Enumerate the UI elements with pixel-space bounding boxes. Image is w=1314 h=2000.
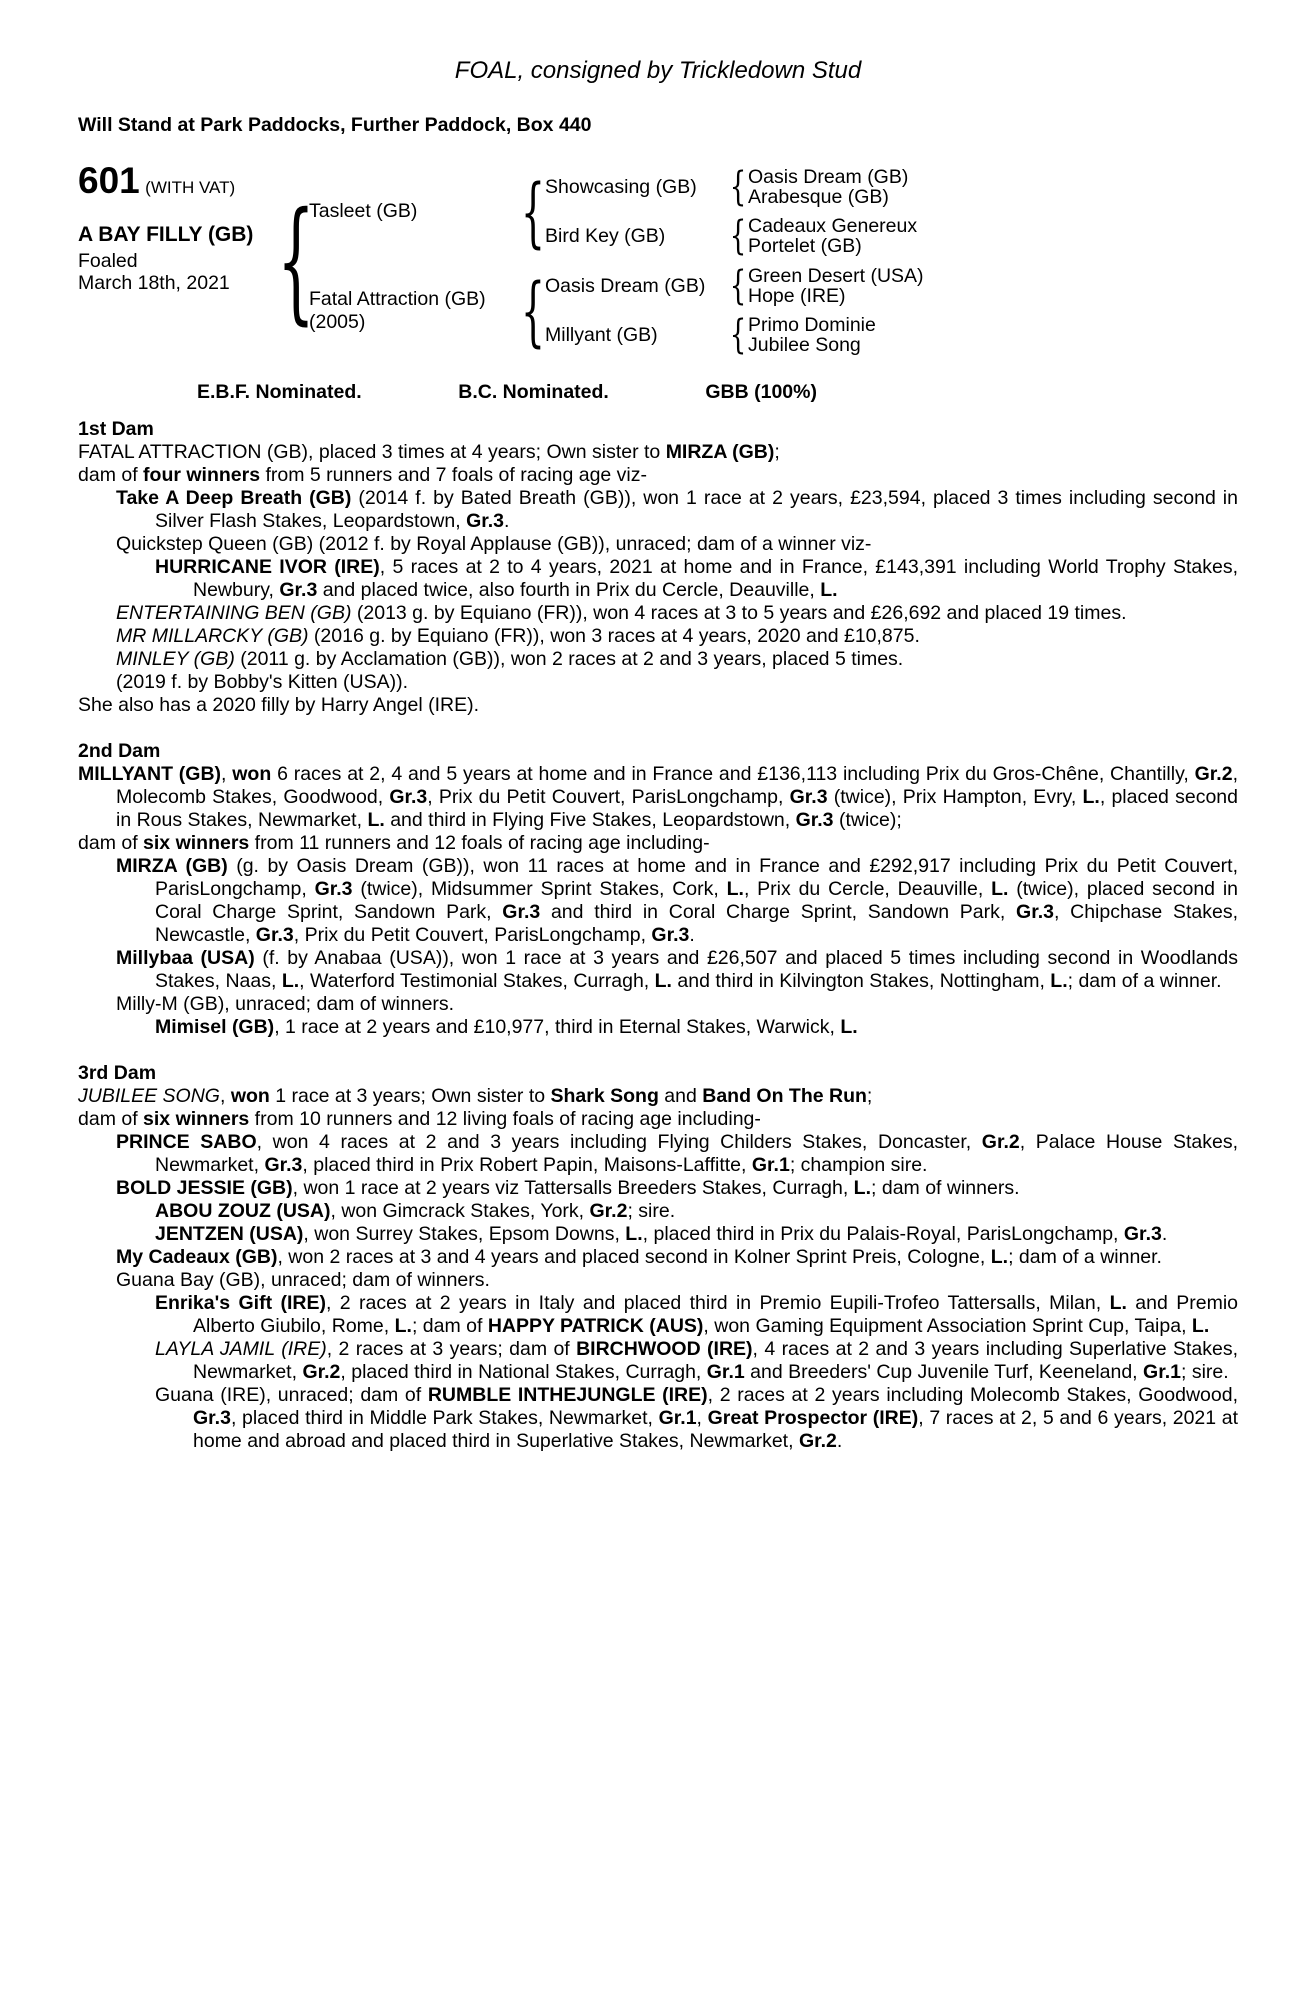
pedigree-paragraph: ENTERTAINING BEN (GB) (2013 g. by Equiano (FR)), won 4 races at 3 to 5 years and £26,692 and placed 19 times. xyxy=(116,602,1127,624)
lot-info xyxy=(78,160,283,355)
ped-sire-sire: Showcasing (GB) xyxy=(545,175,697,198)
pedigree-paragraph: MINLEY (GB) (2011 g. by Acclamation (GB)), won 2 races at 2 and 3 years, placed 5 times. xyxy=(116,648,904,670)
pedigree-paragraph: ABOU ZOUZ (USA), won Gimcrack Stakes, York, Gr.2; sire. xyxy=(155,1200,676,1222)
ped-dam-dam: Millyant (GB) xyxy=(545,323,658,346)
gbb-badge: GBB (100%) xyxy=(705,381,817,403)
ped-sire-sire-sire: Oasis Dream (GB) xyxy=(748,166,909,188)
ped-dam-dam-sire: Primo Dominie xyxy=(748,314,876,336)
pedigree-paragraph: Guana (IRE), unraced; dam of RUMBLE INTHEJUNGLE (IRE), 2 races at 2 years including Molecomb Stakes, Goodwood, Gr.3, placed third in Middle Park Stakes, Newmarket, Gr.1, Great Prospector (IRE), 7 races at 2, 5 and 6 years, 2021 at home and abroad and placed third in Superlative Stakes, Newmarket, Gr.2. xyxy=(155,1384,1239,1452)
ebf-nominated: E.B.F. Nominated. xyxy=(197,381,362,403)
horse-name: A BAY FILLY (GB) xyxy=(78,223,254,246)
dam-dam-group xyxy=(545,312,1238,358)
sire-sire-parents xyxy=(748,167,1238,207)
pedigree-paragraph: Millybaa (USA) (f. by Anabaa (USA)), won 1 race at 3 years and £26,507 and placed 5 times including second in Woodlands Stakes, Naas, L., Waterford Testimonial Stakes, Curragh, L. and third in Kilvington Stakes, Nottingham, L.; dam of a winner. xyxy=(116,947,1238,992)
pedigree-paragraph: BOLD JESSIE (GB), won 1 race at 2 years viz Tattersalls Breeders Stakes, Curragh, L.; dam of winners. xyxy=(116,1177,1020,1199)
nominations-line xyxy=(197,381,817,404)
pedigree-paragraph: She also has a 2020 filly by Harry Angel (IRE). xyxy=(78,694,480,716)
pedigree-paragraph: Quickstep Queen (GB) (2012 f. by Royal Applause (GB)), unraced; dam of a winner viz- xyxy=(116,533,872,555)
stand-location: Will Stand at Park Paddocks, Further Paddock, Box 440 xyxy=(78,114,592,136)
section-heading: 2nd Dam xyxy=(78,740,161,762)
ped-dam-sire-sire: Green Desert (USA) xyxy=(748,265,924,287)
pedigree-paragraph: Take A Deep Breath (GB) (2014 f. by Bated Breath (GB)), won 1 race at 2 years, £23,594, placed 3 times including second in Silver Flash Stakes, Leopardstown, Gr.3. xyxy=(116,487,1238,532)
brace-icon: { xyxy=(729,312,747,358)
pedigree-block xyxy=(78,160,1238,358)
sire-sire-group xyxy=(545,164,1238,210)
pedigree-paragraph: HURRICANE IVOR (IRE), 5 races at 2 to 4 years, 2021 at home and in France, £143,391 including World Trophy Stakes, Newbury, Gr.3 and placed twice, also fourth in Prix du Cercle, Deauville, L. xyxy=(155,556,1238,601)
foaled-date: March 18th, 2021 xyxy=(78,272,230,294)
bc-nominated: B.C. Nominated. xyxy=(458,381,609,403)
sire-dam-group xyxy=(545,213,1238,259)
ped-sire-dam-sire: Cadeaux Genereux xyxy=(748,215,918,237)
ped-dam-year: (2005) xyxy=(309,310,366,333)
brace-icon: { xyxy=(729,213,747,259)
pedigree-paragraph: Mimisel (GB), 1 race at 2 years and £10,977, third in Eternal Stakes, Warwick, L. xyxy=(155,1016,858,1038)
ped-sire: Tasleet (GB) xyxy=(309,200,418,222)
brace-icon: { xyxy=(729,263,747,309)
pedigree-paragraph: My Cadeaux (GB), won 2 races at 3 and 4 years and placed second in Kolner Sprint Preis, Cologne, L.; dam of a winner. xyxy=(116,1246,1162,1268)
pedigree-paragraph: PRINCE SABO, won 4 races at 2 and 3 years including Flying Childers Stakes, Doncaster, Gr.2, Palace House Stakes, Newmarket, Gr.3, placed third in Prix Robert Papin, Maisons-Laffitte, Gr.1; champion sire. xyxy=(116,1131,1238,1176)
pedigree-paragraph: LAYLA JAMIL (IRE), 2 races at 3 years; dam of BIRCHWOOD (IRE), 4 races at 2 and 3 years including Superlative Stakes, Newmarket, Gr.2, placed third in National Stakes, Curragh, Gr.1 and Breeders' Cup Juvenile Turf, Keeneland, Gr.1; sire. xyxy=(155,1338,1239,1383)
ped-sire-dam-dam: Portelet (GB) xyxy=(748,235,862,257)
ped-dam-sire-dam: Hope (IRE) xyxy=(748,285,846,307)
sire-branch xyxy=(309,164,1238,259)
pedigree-paragraph: (2019 f. by Bobby's Kitten (USA)). xyxy=(116,671,409,693)
ped-dam-name: Fatal Attraction (GB) xyxy=(309,287,486,310)
lot-line xyxy=(78,160,283,201)
ped-sire-dam: Bird Key (GB) xyxy=(545,224,666,247)
section-heading: 3rd Dam xyxy=(78,1062,157,1084)
page-title: FOAL, consigned by Trickledown Stud xyxy=(454,57,862,84)
pedigree-paragraph: Enrika's Gift (IRE), 2 races at 2 years in Italy and placed third in Premio Eupili-Trofeo Tattersalls, Milan, L. and Premio Alberto Giubilo, Rome, L.; dam of HAPPY PATRICK (AUS), won Gaming Equipment Association Sprint Cup, Taipa, L. xyxy=(155,1292,1239,1337)
brace-icon: { xyxy=(729,164,747,210)
pedigree-paragraph: dam of six winners from 11 runners and 12 foals of racing age including- xyxy=(78,832,710,854)
dam-dam-parents xyxy=(748,315,1238,355)
section-heading: 1st Dam xyxy=(78,418,154,440)
pedigree-paragraph: Milly-M (GB), unraced; dam of winners. xyxy=(116,993,455,1015)
pedigree-paragraph: dam of four winners from 5 runners and 7 foals of racing age viz- xyxy=(78,464,648,486)
pedigree-paragraph: MIRZA (GB) (g. by Oasis Dream (GB)), won 11 races at home and in France and £292,917 including Prix du Petit Couvert, ParisLongchamp, Gr.3 (twice), Midsummer Sprint Stakes, Cork, L., Prix du Cercle, Deauville, L. (twice), placed second in Coral Charge Sprint, Sandown Park, Gr.3 and third in Coral Charge Sprint, Sandown Park, Gr.3, Chipchase Stakes, Newcastle, Gr.3, Prix du Petit Couvert, ParisLongchamp, Gr.3. xyxy=(116,855,1239,946)
pedigree-paragraph: dam of six winners from 10 runners and 12 living foals of racing age including- xyxy=(78,1108,761,1130)
brace-icon: { xyxy=(520,166,546,256)
pedigree-halves xyxy=(309,164,1238,358)
dam-sections xyxy=(78,418,1238,1453)
brace-icon: { xyxy=(520,265,546,355)
dam-branch xyxy=(309,263,1238,358)
pedigree-paragraph: JUBILEE SONG, won 1 race at 3 years; Own sister to Shark Song and Band On The Run; xyxy=(78,1085,873,1107)
pedigree-paragraph: JENTZEN (USA), won Surrey Stakes, Epsom Downs, L., placed third in Prix du Palais-Royal, ParisLongchamp, Gr.3. xyxy=(155,1223,1168,1245)
lot-number: 601 xyxy=(78,160,140,201)
ped-dam xyxy=(309,288,521,334)
foaled-label: Foaled xyxy=(78,250,138,272)
dam-sire-group xyxy=(545,263,1238,309)
pedigree-paragraph: MR MILLARCKY (GB) (2016 g. by Equiano (FR)), won 3 races at 4 years, 2020 and £10,875. xyxy=(116,625,920,647)
ped-dam-sire: Oasis Dream (GB) xyxy=(545,274,706,297)
ped-dam-dam-dam: Jubilee Song xyxy=(748,334,861,356)
ped-sire-sire-dam: Arabesque (GB) xyxy=(748,186,889,208)
pedigree-tree xyxy=(277,164,1238,358)
pedigree-paragraph: MILLYANT (GB), won 6 races at 2, 4 and 5 years at home and in France and £136,113 including Prix du Gros-Chêne, Chantilly, Gr.2, Molecomb Stakes, Goodwood, Gr.3, Prix du Petit Couvert, ParisLongchamp, Gr.3 (twice), Prix Hampton, Evry, L., placed second in Rous Stakes, Newmarket, L. and third in Flying Five Stakes, Leopardstown, Gr.3 (twice); xyxy=(78,763,1238,831)
pedigree-paragraph: FATAL ATTRACTION (GB), placed 3 times at 4 years; Own sister to MIRZA (GB); xyxy=(78,441,780,463)
pedigree-paragraph: Guana Bay (GB), unraced; dam of winners. xyxy=(116,1269,490,1291)
brace-icon: { xyxy=(277,184,315,338)
dam-sire-parents xyxy=(748,266,1238,306)
dam-grandparents xyxy=(545,263,1238,358)
vat-label: (WITH VAT) xyxy=(145,178,236,197)
sire-grandparents xyxy=(545,164,1238,259)
sire-dam-parents xyxy=(748,216,1238,256)
